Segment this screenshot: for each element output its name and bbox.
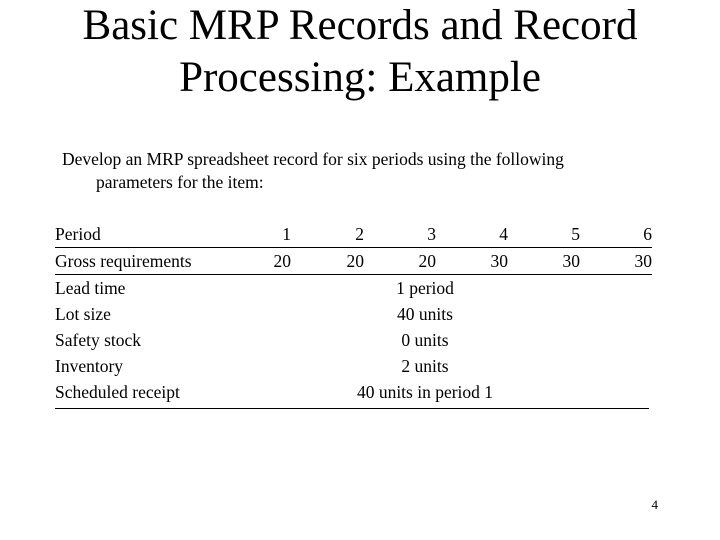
gross-requirements-row bbox=[55, 248, 652, 275]
gross-cell: 20 bbox=[346, 251, 364, 271]
gross-cell: 30 bbox=[634, 251, 652, 271]
param-value: 2 units bbox=[401, 356, 449, 376]
intro-line-2: parameters for the item: bbox=[96, 172, 264, 192]
mrp-parameter-table bbox=[55, 221, 652, 405]
intro-line-1: Develop an MRP spreadsheet record for six periods using the following bbox=[62, 149, 564, 169]
intro-text bbox=[62, 148, 682, 194]
param-label: Scheduled receipt bbox=[55, 382, 180, 402]
table-bottom-rule bbox=[55, 408, 649, 409]
gross-cell: 30 bbox=[562, 251, 580, 271]
period-cell: 3 bbox=[427, 224, 436, 244]
period-row bbox=[55, 221, 652, 248]
gross-requirements-label: Gross requirements bbox=[55, 251, 192, 271]
period-cell: 5 bbox=[571, 224, 580, 244]
param-label: Safety stock bbox=[55, 330, 142, 350]
param-value: 0 units bbox=[401, 330, 449, 350]
param-label: Lead time bbox=[55, 278, 126, 298]
slide-title bbox=[0, 0, 720, 104]
param-label: Inventory bbox=[55, 356, 124, 376]
period-cell: 6 bbox=[643, 224, 652, 244]
param-value: 1 period bbox=[396, 278, 454, 298]
inventory-row bbox=[55, 353, 652, 379]
param-value: 40 units in period 1 bbox=[356, 382, 494, 402]
slide-title-line-2: Processing: Example bbox=[179, 54, 541, 101]
param-label: Lot size bbox=[55, 304, 111, 324]
period-cell: 1 bbox=[282, 224, 291, 244]
slide-title-line-1: Basic MRP Records and Record bbox=[82, 2, 638, 49]
gross-cell: 30 bbox=[490, 251, 508, 271]
lot-size-row bbox=[55, 301, 652, 327]
period-label: Period bbox=[55, 224, 101, 244]
safety-stock-row bbox=[55, 327, 652, 353]
page-number: 4 bbox=[651, 497, 658, 512]
param-value: 40 units bbox=[397, 304, 453, 324]
gross-cell: 20 bbox=[273, 251, 291, 271]
scheduled-receipt-row bbox=[55, 379, 652, 405]
gross-cell: 20 bbox=[418, 251, 436, 271]
lead-time-row bbox=[55, 275, 652, 301]
period-cell: 4 bbox=[499, 224, 508, 244]
period-cell: 2 bbox=[355, 224, 364, 244]
